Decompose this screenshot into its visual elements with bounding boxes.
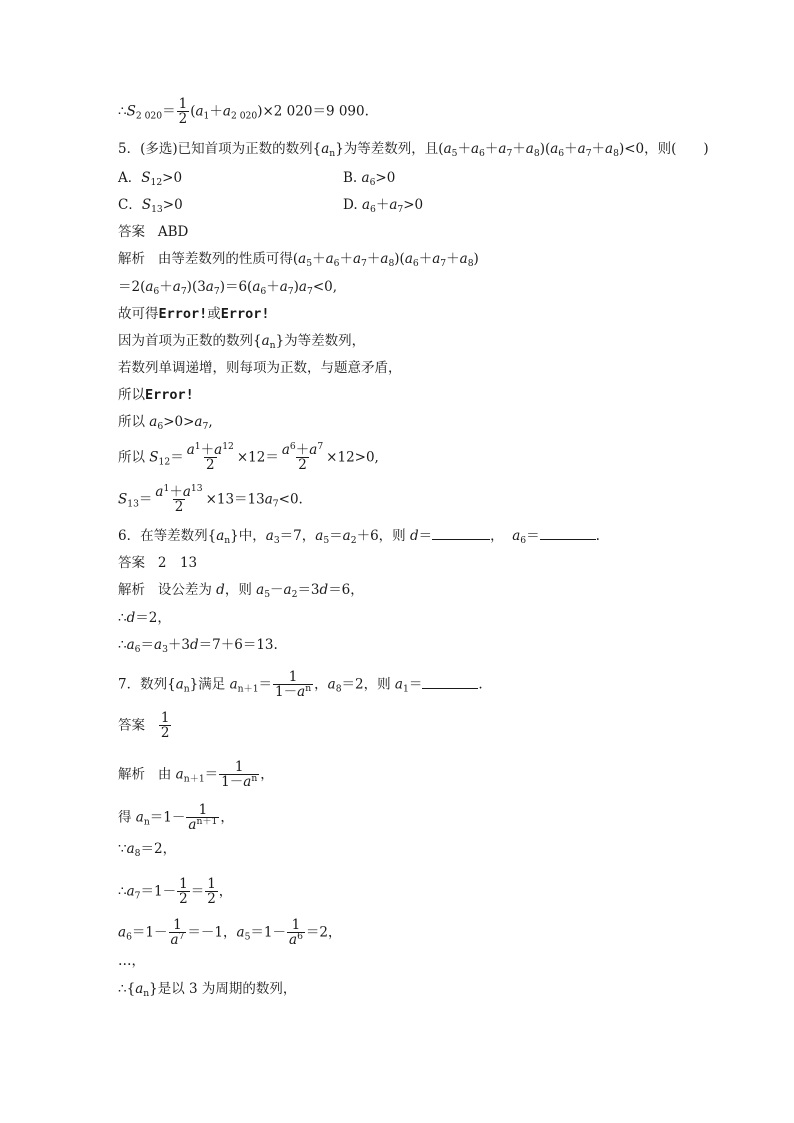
analysis-5-line-8: 所以 $S_{12}=$ $\frac{a^1+a^{12}}{2}$ ×12＝ $\frac{a^6+a^7}{2}$ ×12>0, [118, 440, 379, 474]
symbol-s: S [126, 103, 136, 120]
fraction: $\frac{1}{2}$ [179, 876, 188, 908]
answer-label: 答案 [118, 555, 145, 571]
answer-value: ABD [157, 224, 189, 240]
fraction-denominator: 2 [160, 725, 170, 742]
fraction: $\frac{1}{a^{n+1}}$ [188, 802, 218, 834]
analysis-label: 解析 [118, 582, 145, 598]
fraction-half [177, 97, 190, 127]
analysis-text: 设公差为 [157, 582, 217, 598]
analysis-6-line-3: $\therefore a_6=a_3+3d=7+6=13$. [118, 637, 278, 655]
analysis-6-line-1: 解析 设公差为 d，则 $a_5-a_2=3d=6$， [118, 582, 364, 600]
question-7-head: 7．数列{ [118, 676, 176, 693]
analysis-7-line-7: $\therefore\{a_n\}$是以 3 为周期的数列， [118, 981, 297, 999]
analysis-text: 得 [118, 809, 136, 826]
answer-5 [118, 226, 188, 240]
question-6-head: 6．在等差数列{ [118, 528, 217, 544]
analysis-text: }是以 3 为周期的数列， [149, 981, 297, 997]
therefore-symbol: ∴ [118, 981, 127, 997]
answer-6 [118, 557, 197, 571]
ellipsis: …， [118, 953, 145, 969]
answer-blank[interactable] [540, 538, 596, 540]
option-a: A．$S_{12}>0$ [118, 170, 183, 188]
fraction: $\frac{1}{a^7}$ [170, 917, 185, 949]
answer-blank[interactable] [432, 538, 490, 540]
fraction: $\frac{a^6+a^7}{2}$ [281, 440, 324, 474]
fraction: $\frac{a^1+a^{12}}{2}$ [186, 440, 234, 474]
analysis-text: 所以 [118, 449, 145, 466]
analysis-text: 故可得 [118, 306, 159, 322]
therefore-symbol: ∴ [118, 883, 127, 900]
analysis-5-line-2: $=2(a_6+a_7)(3a_7)=6(a_6+a_7)a_7<0$, [118, 279, 338, 297]
analysis-text: 由 [157, 766, 176, 783]
analysis-5-line-6 [118, 389, 194, 403]
option-c: C．$S_{13}>0$ [118, 197, 183, 215]
analysis-text: }为等差数列， [275, 333, 366, 349]
analysis-7-line-6 [118, 955, 145, 969]
answer-blank[interactable] [422, 687, 478, 689]
analysis-5-line-3 [118, 308, 270, 322]
question-5-head: 5．(多选)已知首项为正数的数列{ [118, 141, 322, 157]
analysis-7-line-4: $\therefore a_7=1-$ $\frac{1}{2}$ ＝ $\frac{1}{2}$ ， [118, 876, 233, 908]
line-s2020: $\therefore S_{2 020}=$ $\frac{1}{2}$ $(a_1+a_{2 020})\times 2$ 020＝9 090. [118, 96, 369, 128]
fraction: $\frac{1}{2}$ [207, 876, 216, 908]
analysis-text: 若数列单调递增，则每项为正数，与题意矛盾， [118, 360, 402, 376]
analysis-5-line-5 [118, 362, 402, 376]
analysis-6-line-2: ∴d＝2， [118, 610, 171, 626]
answer-label: 答案 [118, 224, 145, 240]
question-5: 5．(多选)已知首项为正数的数列$\{a_n\}$为等差数列，且$(a_5+a_6+a_7+a_8)(a_6+a_7+a_8)<0$，则( ) [118, 141, 709, 159]
therefore-symbol: ∴ [118, 610, 127, 626]
question-5-tail: )<0，则( ) [618, 141, 709, 157]
option-d: D. $a_6+a_7>0$ [343, 197, 424, 215]
analysis-7-line-3: $\because a_8=2$， [118, 841, 177, 859]
analysis-label: 解析 [118, 251, 145, 267]
analysis-text: 因为首项为正数的数列{ [118, 333, 262, 349]
analysis-5-line-9: $S_{13}=$ $\frac{a^1+a^{13}}{2}$ $\times 13=13a_7<0$. [118, 482, 303, 516]
analysis-text: 由等差数列的性质可得( [157, 251, 299, 267]
analysis-text: 或 [207, 306, 221, 322]
analysis-text: 所以 [118, 414, 145, 430]
fraction: $\frac{a^1+a^{13}}{2}$ [155, 482, 203, 516]
answer-value: 2 13 [157, 555, 198, 571]
fraction-numerator: 1 [178, 96, 188, 112]
analysis-7-line-1: 解析 由 $a_{n+1}=$ $\frac{1}{1-a^n}$ ， [118, 759, 274, 791]
error-placeholder: Error! [158, 306, 208, 322]
error-placeholder: Error! [145, 387, 194, 403]
because-symbol: ∵ [118, 841, 127, 857]
question-6-mid: }中， [230, 528, 266, 544]
fraction: $\frac{1}{a^6}$ [289, 917, 303, 949]
analysis-7-line-5: $a_6=1-$ $\frac{1}{a^7}$ ＝－1，$a_5=1-$ $\frac{1}{a^6}$ ＝2， [118, 917, 342, 949]
question-7-mid: }满足 [189, 676, 230, 693]
answer-value [159, 711, 172, 741]
answer-7 [118, 711, 172, 741]
analysis-5-line-7: 所以 $a_6>0>a_7$, [118, 414, 213, 432]
fraction: $\frac{1}{1-a^n}$ [275, 669, 312, 701]
analysis-label: 解析 [118, 766, 145, 783]
fraction: $\frac{1}{1-a^n}$ [221, 759, 258, 791]
therefore-symbol: ∴ [118, 637, 127, 653]
question-6: 6．在等差数列$\{a_n\}$中，$a_3=7$，$a_5=a_2+6$，则 d＝ ， $a_6=$ . [118, 528, 600, 546]
analysis-text: 所以 [118, 387, 145, 403]
question-7: 7．数列$\{a_n\}$满足 $a_{n+1}=$ $\frac{1}{1-a^n}$ ，$a_8=2$，则 $a_1=$ . [118, 669, 483, 701]
question-5-mid: }为等差数列，且( [335, 141, 444, 157]
analysis-5-line-1: 解析 由等差数列的性质可得$(a_5+a_6+a_7+a_8)(a_6+a_7+a_8)$ [118, 251, 479, 269]
analysis-5-line-4: 因为首项为正数的数列$\{a_n\}$为等差数列， [118, 333, 366, 351]
fraction-numerator: 1 [160, 710, 170, 726]
error-placeholder: Error! [220, 306, 270, 322]
fraction-denominator: 2 [178, 111, 188, 128]
therefore-symbol: ∴ [118, 103, 127, 120]
answer-label: 答案 [118, 717, 145, 734]
option-b: B. $a_6>0$ [343, 170, 396, 188]
analysis-7-line-2: 得 $a_n=1-$ $\frac{1}{a^{n+1}}$ ， [118, 802, 234, 834]
